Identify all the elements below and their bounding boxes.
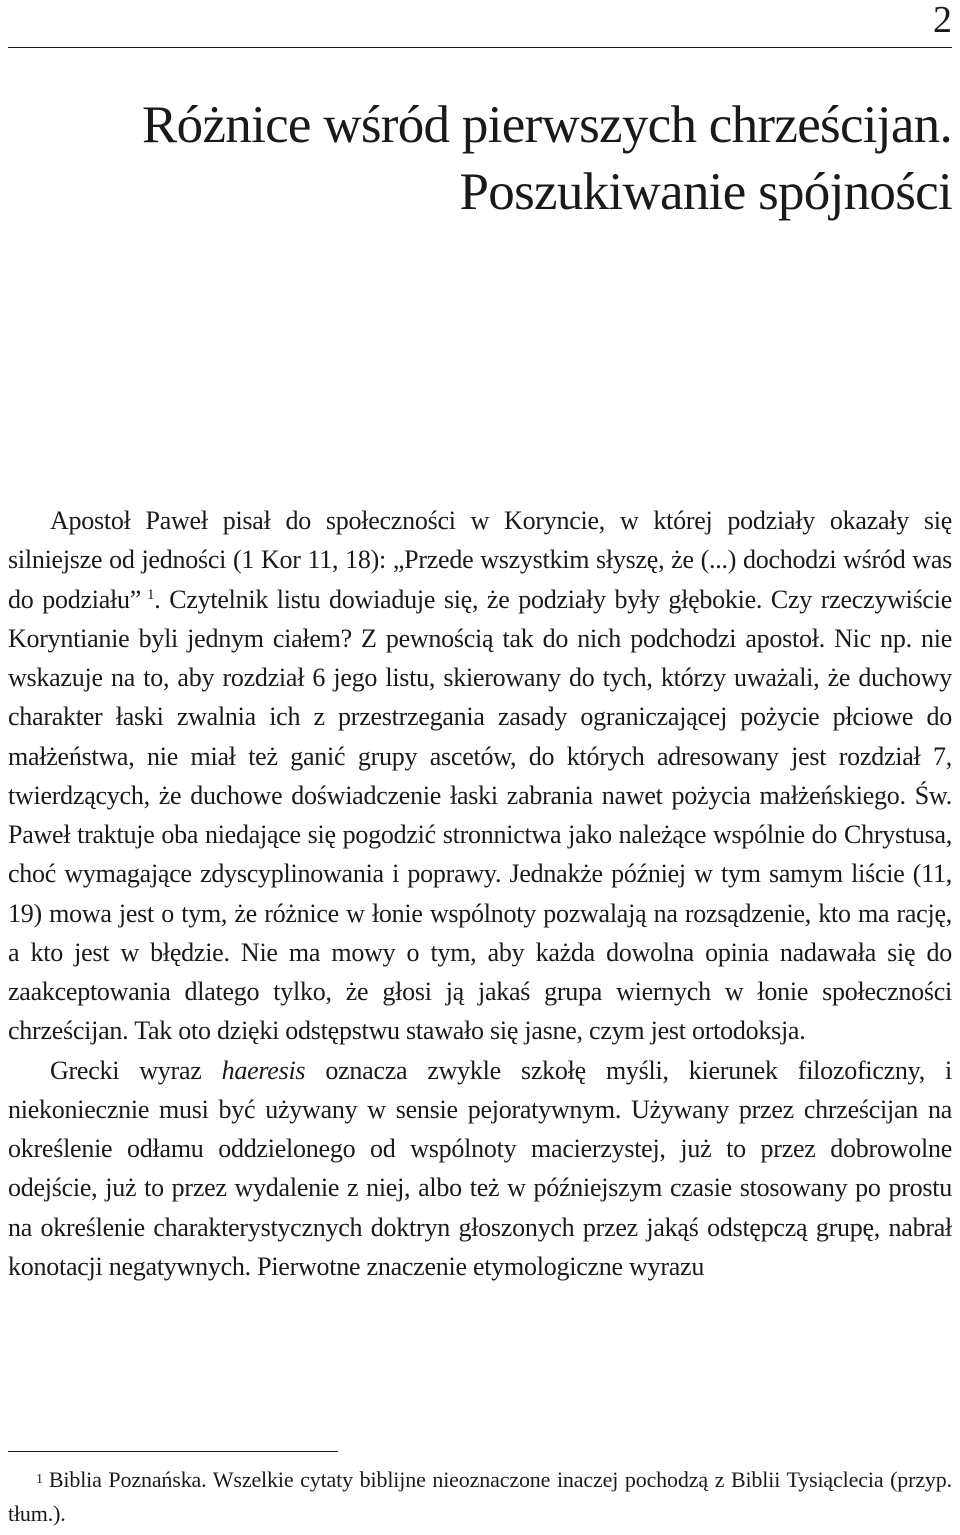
chapter-title-line-1: Różnice wśród pierwszych chrześcijan. (142, 96, 952, 154)
footnote-reference-number: 1 (147, 586, 155, 603)
paragraph-1 (8, 501, 952, 1051)
paragraph-1-text-b: . Czytelnik listu dowiaduje się, że podziały były głębokie. Czy rzeczywiście Koryntianie byli jednym ciałem? Z pewnością tak do nich podchodzi apostoł. Nic np. nie wskazuje na to, aby rozdział 6 jego listu, skierowany do tych, którzy uważali, że duchowy charakter łaski zwalnia ich z przestrzegania zasady ograniczającej pożycie płciowe do małżeństwa, nie miał też ganić grupy ascetów, do których adresowany jest rozdział 7, twierdzących, że duchowe doświadczenie łaski zabrania nawet pożycia małżeńskiego. Św. Paweł traktuje oba niedające się pogodzić stronnictwa jako należące wspólnie do Chrystusa, choć wymagające zdyscyplinowania i poprawy. Jednakże później w tym samym liście (11, 19) mowa jest o tym, że różnice w łonie wspólnoty pozwalają na rozsądzenie, kto ma rację, a kto jest w błędzie. Nie ma mowy o tym, aby każda dowolna opinia nadawała się do zaakceptowania dlatego tylko, że głosi ją jakaś grupa wiernych w łonie społeczności chrześcijan. Tak oto dzięki odstępstwu stawało się jasne, czym jest ortodoksja. (8, 584, 952, 1046)
footnote-marker: 1 (36, 1472, 43, 1487)
paragraph-2-text-a: Grecki wyraz (50, 1055, 222, 1085)
footnotes (8, 1463, 952, 1531)
footnote-1 (8, 1463, 952, 1531)
footnote-text: Biblia Poznańska. Wszelkie cytaty biblijne nieoznaczone inaczej pochodzą z Biblii Tysiąclecia (przyp. tłum.). (8, 1467, 952, 1526)
paragraph-2-text-b: oznacza zwykle szkołę myśli, kierunek filozoficzny, i niekoniecznie musi być używany w sensie pejoratywnym. Używany przez chrześcijan na określenie odłamu oddzielonego od wspólnoty macierzystej, już to przez dobrowolne odejście, już to przez wydalenie z niej, albo też w późniejszym czasie stosowany po prostu na określenie charakterystycznych doktryn głoszonych przez jakąś odstępczą grupę, nabrał konotacji negatywnych. Pierwotne znaczenie etymologiczne wyrazu (8, 1055, 952, 1281)
footnote-reference (141, 587, 154, 603)
footnote-rule (8, 1451, 338, 1452)
paragraph-1-text-a: Apostoł Paweł pisał do społeczności w Koryncie, w której podziały okazały się silniejsze od jedności (1 Kor 11, 18): „Przede wszystkim słyszę, że (...) dochodzi wśród was do podziału” (8, 506, 952, 614)
paragraph-2 (8, 1051, 952, 1287)
body-text (8, 501, 952, 1286)
emphasized-term: haeresis (221, 1055, 306, 1085)
chapter-title-line-2: Poszukiwanie spójności (459, 163, 952, 221)
page-number: 2 (933, 0, 952, 41)
chapter-title (52, 92, 952, 226)
header-rule (8, 47, 952, 48)
